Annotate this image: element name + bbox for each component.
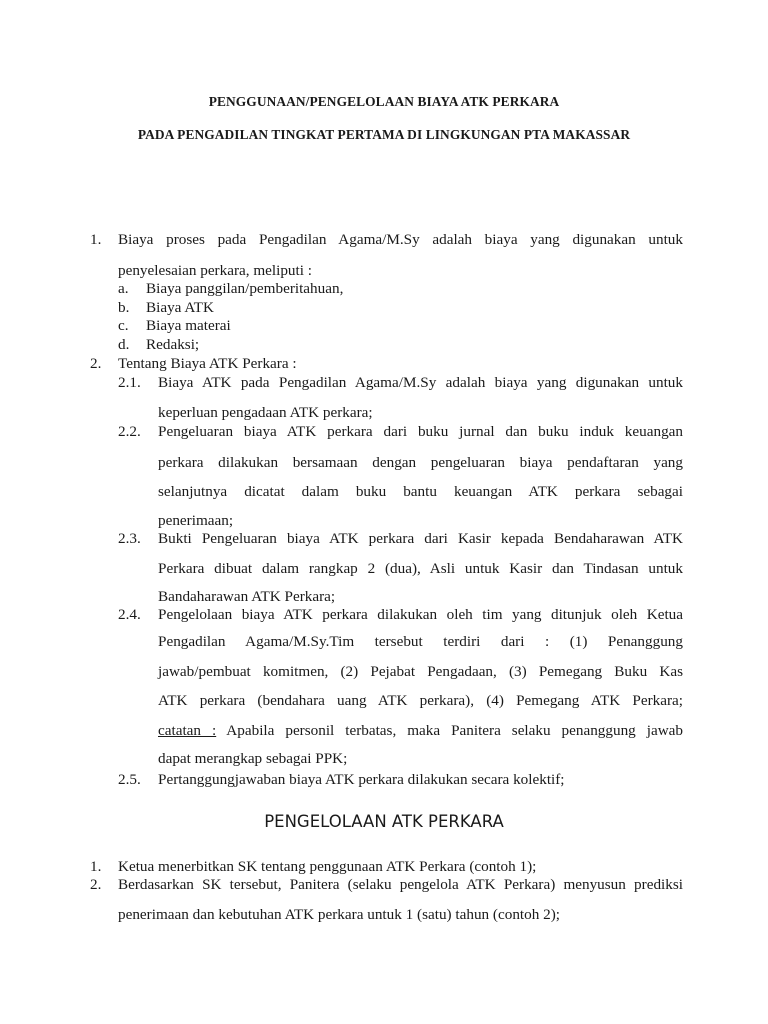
sub-list-item: Redaksi; <box>146 336 200 353</box>
sub-list-text: perkara dilakukan bersamaan dengan pengeluaran biaya pendaftaran yang <box>158 454 683 471</box>
document-title-line-2: PADA PENGADILAN TINGKAT PERTAMA DI LINGKUNGAN PTA MAKASSAR <box>137 127 631 142</box>
sub-list-text: selanjutnya dicatat dalam buku bantu keuangan ATK perkara sebagai <box>158 483 683 500</box>
list-item-text: Tentang Biaya ATK Perkara : <box>118 355 297 372</box>
sub-list-text: Bandaharawan ATK Perkara; <box>158 588 336 605</box>
sub-list-text: Pengadilan Agama/M.Sy.Tim tersebut terdiri dari : (1) Penanggung <box>158 633 683 650</box>
sub-list-item: Biaya ATK <box>146 299 214 316</box>
sub-list-text: Perkara dibuat dalam rangkap 2 (dua), Asli untuk Kasir dan Tindasan untuk <box>158 560 683 577</box>
list-number: 1. <box>90 231 102 248</box>
sub-list-text: Biaya ATK pada Pengadilan Agama/M.Sy adalah biaya yang digunakan untuk <box>158 374 683 391</box>
sub-list-text: penerimaan; <box>158 512 234 529</box>
section-heading: PENGELOLAAN ATK PERKARA <box>264 812 504 831</box>
sub-list-letter: a. <box>118 280 129 297</box>
sub-list-letter: c. <box>118 317 129 334</box>
note-text: Apabila personil terbatas, maka Panitera selaku penanggung jawab <box>216 722 683 739</box>
sub-list-text: jawab/pembuat komitmen, (2) Pejabat Pengadaan, (3) Pemegang Buku Kas <box>158 663 683 680</box>
sub-list-text: Bukti Pengeluaran biaya ATK perkara dari Kasir kepada Bendaharawan ATK <box>158 530 683 547</box>
sub-list-number: 2.3. <box>118 530 141 547</box>
sub-list-item: Biaya materai <box>146 317 231 334</box>
sub-list-text: ATK perkara (bendahara uang ATK perkara), (4) Pemegang ATK Perkara; <box>158 692 683 709</box>
sub-list-letter: d. <box>118 336 130 353</box>
list-item-text: Berdasarkan SK tersebut, Panitera (selaku pengelola ATK Perkara) menyusun prediksi <box>118 876 683 893</box>
sub-list-number: 2.1. <box>118 374 141 391</box>
list-number: 2. <box>90 355 102 372</box>
sub-list-text: dapat merangkap sebagai PPK; <box>158 750 348 767</box>
list-number: 2. <box>90 876 102 893</box>
note-line <box>158 723 683 738</box>
list-item-text: Ketua menerbitkan SK tentang penggunaan ATK Perkara (contoh 1); <box>118 858 537 875</box>
sub-list-number: 2.2. <box>118 423 141 440</box>
sub-list-item: Biaya panggilan/pemberitahuan, <box>146 280 344 297</box>
sub-list-text: Pertanggungjawaban biaya ATK perkara dilakukan secara kolektif; <box>158 771 565 788</box>
list-item-text: Biaya proses pada Pengadilan Agama/M.Sy adalah biaya yang digunakan untuk <box>118 231 683 248</box>
sub-list-number: 2.4. <box>118 606 141 623</box>
sub-list-text: Pengelolaan biaya ATK perkara dilakukan oleh tim yang ditunjuk oleh Ketua <box>158 606 683 623</box>
document-title-line-1: PENGGUNAAN/PENGELOLAAN BIAYA ATK PERKARA <box>208 94 560 109</box>
note-label: catatan : <box>158 722 217 739</box>
sub-list-number: 2.5. <box>118 771 141 788</box>
sub-list-text: keperluan pengadaan ATK perkara; <box>158 404 373 421</box>
list-item-text: penerimaan dan kebutuhan ATK perkara untuk 1 (satu) tahun (contoh 2); <box>118 906 560 923</box>
list-item-text: penyelesaian perkara, meliputi : <box>118 262 312 279</box>
list-number: 1. <box>90 858 102 875</box>
sub-list-letter: b. <box>118 299 130 316</box>
sub-list-text: Pengeluaran biaya ATK perkara dari buku jurnal dan buku induk keuangan <box>158 423 683 440</box>
